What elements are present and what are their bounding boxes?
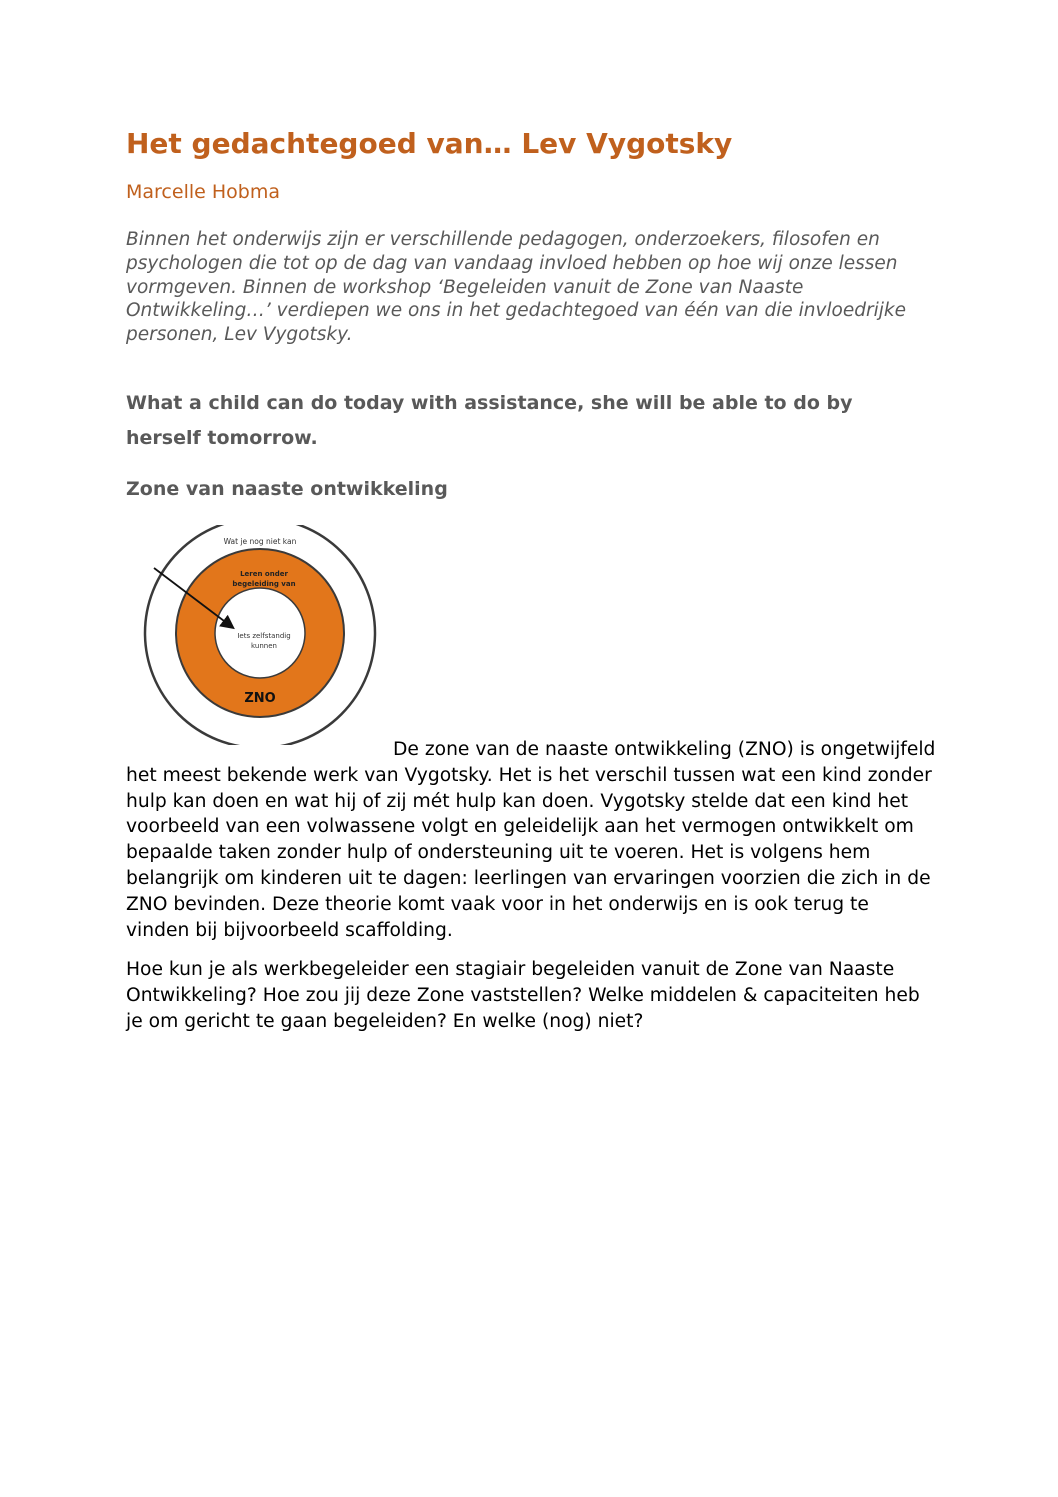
document-title: Het gedachtegoed van… Lev Vygotsky (126, 127, 733, 160)
zno-acronym: ZNO (244, 691, 276, 706)
body-paragraph-2: Hoe kun je als werkbegeleider een stagiair begeleiden vanuit de Zone van Naaste Ontwikkeling? Hoe zou jij deze Zone vaststellen? Welke middelen & capaciteiten heb je om gericht te gaan begeleiden? En welke (nog) niet? (126, 959, 920, 1032)
body-paragraph-1: De zone van de naaste ontwikkeling (ZNO) is ongetwijfeld het meest bekende werk van Vygotsky. Het is het verschil tussen wat een kind zonder hulp kan doen en wat hij of zij mét hulp kan doen. Vygotsky stelde dat een kind het voorbeeld van een volwassene volgt en geleidelijk aan het vermogen ontwikkelt om bepaalde taken zonder hulp of ondersteuning uit te voeren. Het is volgens hem belangrijk om kinderen uit te dagen: leerlingen van ervaringen voorzien die zich in de ZNO bevinden. Deze theorie komt vaak voor in het onderwijs en is ook terug te vinden bij bijvoorbeeld scaffolding. (126, 739, 936, 941)
intro-paragraph: Binnen het onderwijs zijn er verschillende pedagogen, onderzoekers, filosofen en psychologen die tot op de dag van vandaag invloed hebben op hoe wij onze lessen vormgeven. Binnen de workshop ‘Begeleiden vanuit de Zone van Naaste Ontwikkeling…’ verdiepen we ons in het gedachtegoed van één van die invloedrijke personen, Lev Vygotsky. (126, 229, 906, 346)
author-name: Marcelle Hobma (126, 181, 280, 203)
zno-diagram-svg (140, 525, 390, 745)
inner-label-line2: kunnen (251, 642, 277, 650)
zno-diagram (140, 525, 390, 745)
zno-label-line1: Leren onder (240, 570, 288, 578)
section-heading: Zone van naaste ontwikkeling (126, 478, 448, 500)
outer-ring-label: Wat je nog niet kan (223, 537, 297, 546)
quote: What a child can do today with assistance, she will be able to do by herself tomorrow. (126, 392, 853, 449)
zno-label-line2: begeleiding van (232, 580, 296, 588)
inner-label-line1: Iets zelfstandig (237, 632, 291, 640)
